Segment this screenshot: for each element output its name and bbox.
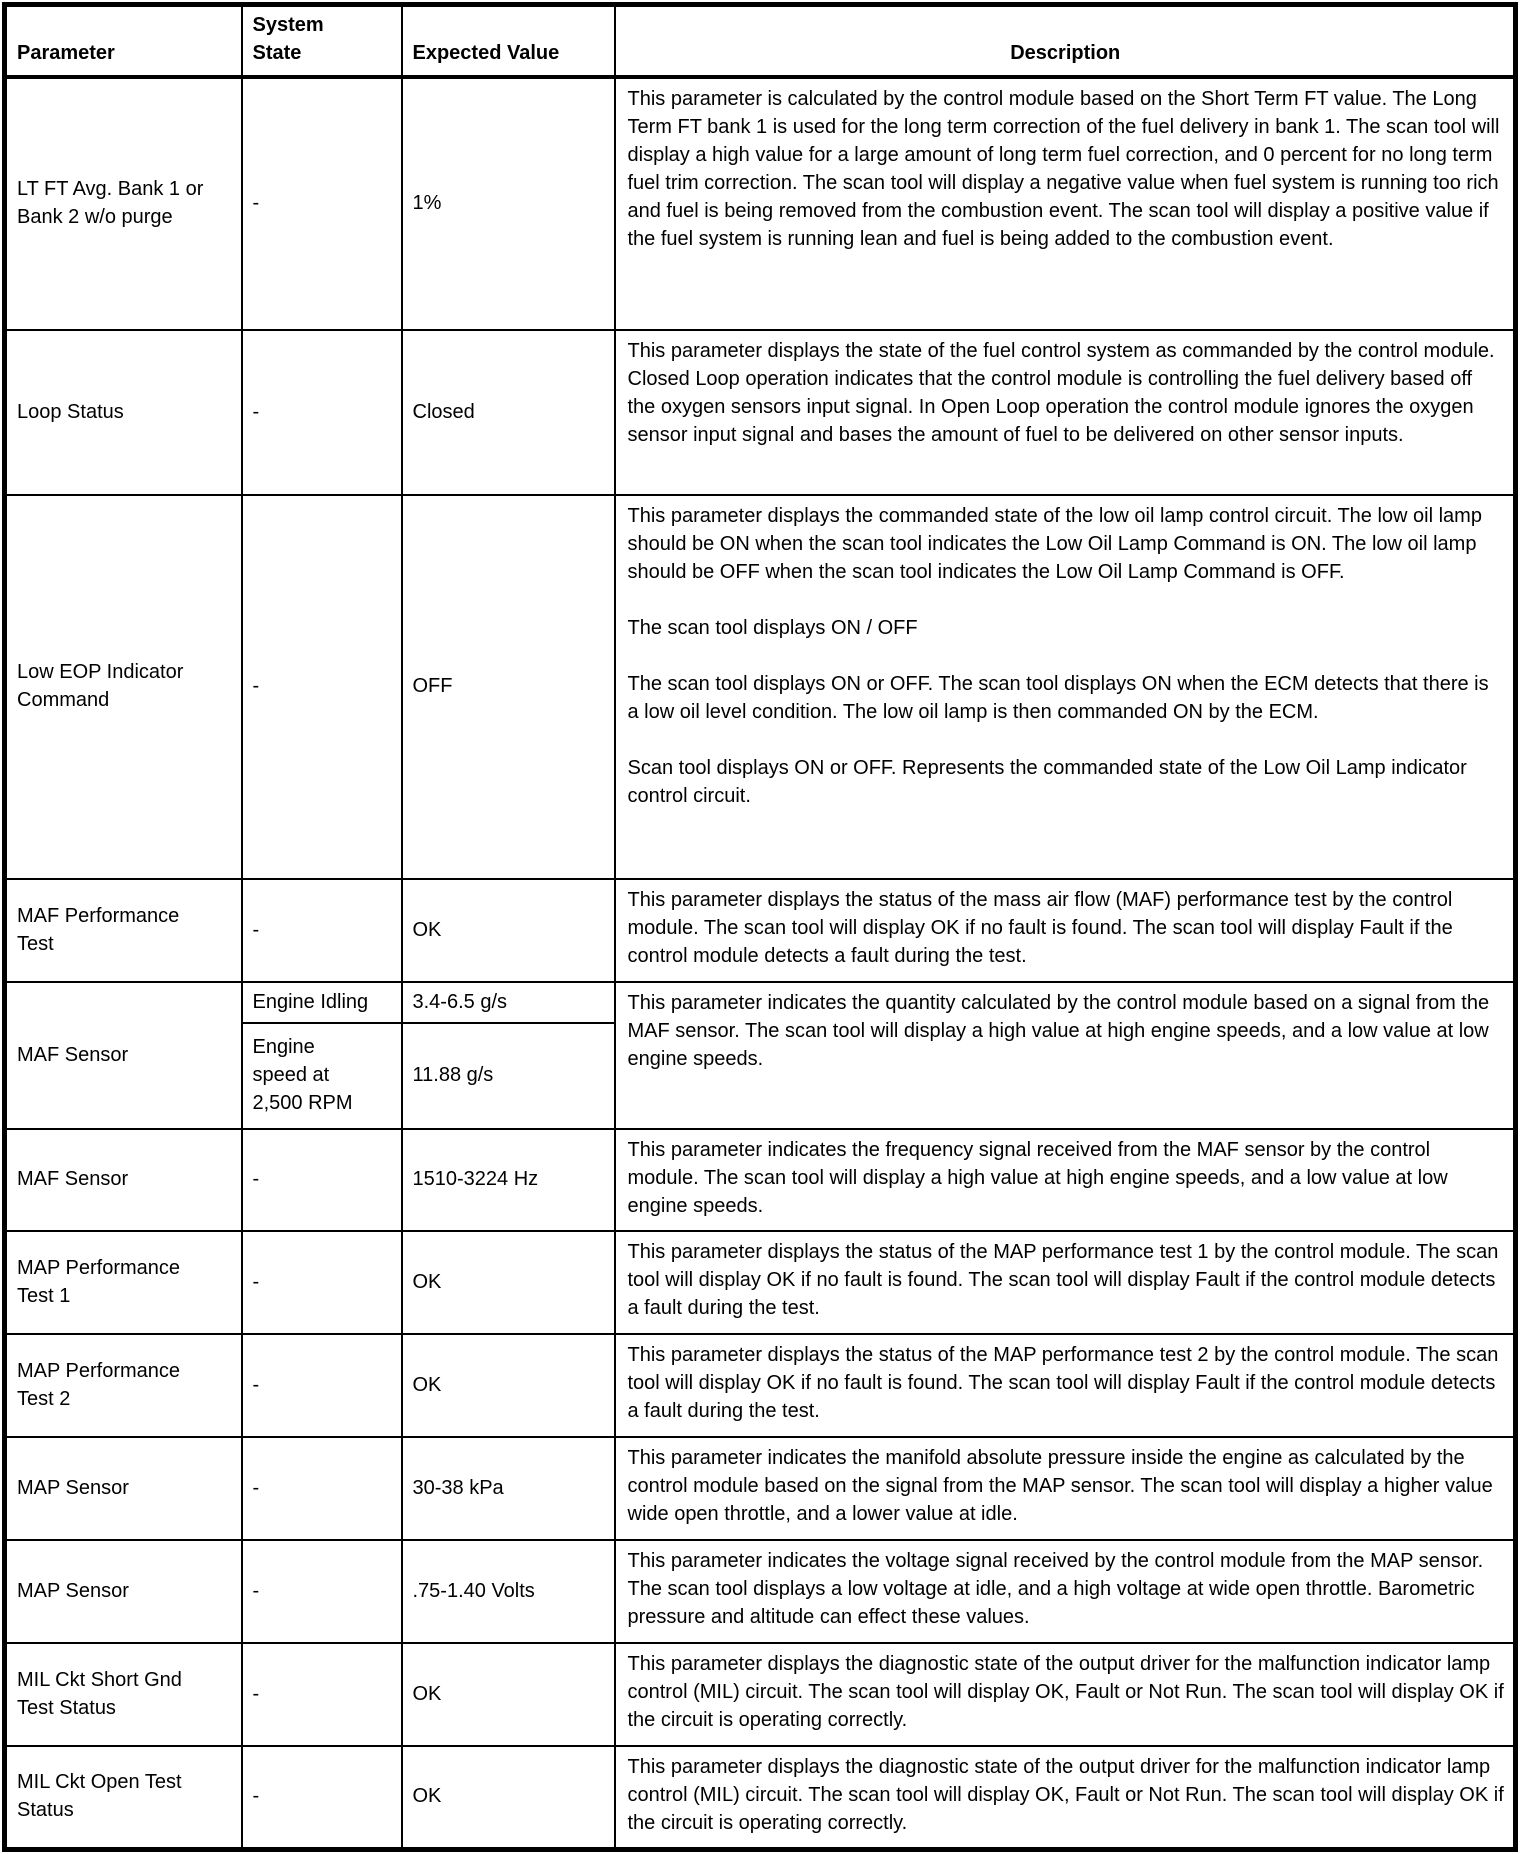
header-description: Description (615, 5, 1516, 78)
description-text: This parameter displays the commanded state of the low oil lamp control circuit. The low oil lamp should be ON when the scan tool indicates the Low Oil Lamp Command is ON. The low oil lamp should be OFF when the scan tool indicates the Low Oil Lamp Command is OFF. (627, 505, 1482, 583)
description-text: The scan tool displays ON / OFF (627, 617, 918, 639)
table-row (5, 77, 1516, 330)
header-parameter: Parameter (5, 5, 242, 78)
description-cell (615, 1643, 1516, 1746)
description-cell (615, 879, 1516, 982)
header-expected-value: Expected Value (402, 5, 615, 78)
parameter-cell: MAF Sensor (5, 1129, 242, 1231)
table-row (5, 1334, 1516, 1437)
table-row (5, 1231, 1516, 1334)
description-text: The scan tool displays ON or OFF. The scan tool displays ON when the ECM detects that there is a low oil level condition. The low oil lamp is then commanded ON by the ECM. (627, 673, 1489, 723)
description-cell (615, 982, 1516, 1129)
table-row (5, 495, 1516, 879)
system-state-cell: Engine Idling (242, 982, 402, 1023)
system-state-cell: Engine speed at 2,500 RPM (242, 1023, 402, 1129)
system-state-cell: - (242, 1129, 402, 1231)
parameter-cell: MAP Performance Test 2 (5, 1334, 242, 1437)
description-text: This parameter displays the state of the fuel control system as commanded by the control module. Closed Loop operation indicates that the control module is controlling the fuel delivery based off the oxygen sensors input signal. In Open Loop operation the control module ignores the oxygen sensor input signal and bases the amount of fuel to be delivered on other sensor inputs. (627, 340, 1495, 446)
expected-value-cell: OK (402, 1231, 615, 1334)
description-text: This parameter indicates the frequency signal received from the MAF sensor by the control module. The scan tool will display a high value at high engine speeds, and a low value at low engine speeds. (627, 1139, 1448, 1217)
parameter-cell: MAP Sensor (5, 1437, 242, 1540)
table-row (5, 1129, 1516, 1231)
expected-value-cell: OK (402, 1746, 615, 1849)
description-cell (615, 77, 1516, 330)
parameter-cell: MIL Ckt Short Gnd Test Status (5, 1643, 242, 1746)
description-cell (615, 330, 1516, 495)
system-state-cell: - (242, 1437, 402, 1540)
description-text: This parameter is calculated by the control module based on the Short Term FT value. The Long Term FT bank 1 is used for the long term correction of the fuel delivery in bank 1. The scan tool will display a high value for a large amount of long term fuel correction, and 0 percent for no long term fuel trim correction. The scan tool will display a negative value when fuel system is running too rich and fuel is being removed from the combustion event. The scan tool will display a positive value if the fuel system is running lean and fuel is being added to the combustion event. (627, 88, 1500, 250)
table-row (5, 982, 1516, 1023)
parameter-cell: LT FT Avg. Bank 1 or Bank 2 w/o purge (5, 77, 242, 330)
description-text: This parameter displays the diagnostic state of the output driver for the malfunction indicator lamp control (MIL) circuit. The scan tool will display OK, Fault or Not Run. The scan tool will display OK if the circuit is operating correctly. (627, 1653, 1504, 1731)
description-cell (615, 1746, 1516, 1849)
description-text: This parameter displays the diagnostic state of the output driver for the malfunction indicator lamp control (MIL) circuit. The scan tool will display OK, Fault or Not Run. The scan tool will display OK if the circuit is operating correctly. (627, 1756, 1504, 1834)
system-state-cell: - (242, 879, 402, 982)
expected-value-cell: Closed (402, 330, 615, 495)
parameter-cell: MAP Performance Test 1 (5, 1231, 242, 1334)
description-cell (615, 1437, 1516, 1540)
description-cell (615, 1334, 1516, 1437)
header-system-state: System State (242, 5, 402, 78)
table-row (5, 1437, 1516, 1540)
system-state-cell: - (242, 1746, 402, 1849)
description-text: This parameter indicates the voltage signal received by the control module from the MAP sensor. The scan tool displays a low voltage at idle, and a high voltage at wide open throttle. Barometric pressure and altitude can effect these values. (627, 1550, 1484, 1628)
expected-value-cell: OK (402, 1643, 615, 1746)
description-text: This parameter displays the status of the MAP performance test 2 by the control module. The scan tool will display OK if no fault is found. The scan tool will display Fault if the control module detects a fault during the test. (627, 1344, 1499, 1422)
description-cell (615, 1129, 1516, 1231)
parameter-cell: MAF Performance Test (5, 879, 242, 982)
parameter-cell: MIL Ckt Open Test Status (5, 1746, 242, 1849)
description-text: This parameter displays the status of the MAP performance test 1 by the control module. The scan tool will display OK if no fault is found. The scan tool will display Fault if the control module detects a fault during the test. (627, 1241, 1499, 1319)
table-row (5, 1746, 1516, 1849)
system-state-cell: - (242, 330, 402, 495)
description-text: This parameter indicates the quantity calculated by the control module based on a signal from the MAF sensor. The scan tool will display a high value at high engine speeds, and a low value at low engine speeds. (627, 992, 1490, 1070)
table-row (5, 879, 1516, 982)
description-text: This parameter displays the status of the mass air flow (MAF) performance test by the control module. The scan tool will display OK if no fault is found. The scan tool will display Fault if the control module detects a fault during the test. (627, 889, 1453, 967)
expected-value-cell: OK (402, 879, 615, 982)
description-text: Scan tool displays ON or OFF. Represents the commanded state of the Low Oil Lamp indicator control circuit. (627, 757, 1467, 807)
description-cell (615, 1540, 1516, 1643)
system-state-cell: - (242, 495, 402, 879)
table-row (5, 1643, 1516, 1746)
system-state-cell: - (242, 1231, 402, 1334)
system-state-cell: - (242, 77, 402, 330)
parameter-cell: Loop Status (5, 330, 242, 495)
expected-value-cell: OFF (402, 495, 615, 879)
parameter-cell: MAP Sensor (5, 1540, 242, 1643)
description-cell (615, 495, 1516, 879)
parameter-cell: Low EOP Indicator Command (5, 495, 242, 879)
scan-tool-parameter-table (2, 2, 1518, 1852)
header-row (5, 5, 1516, 78)
expected-value-cell: OK (402, 1334, 615, 1437)
expected-value-cell: 1510-3224 Hz (402, 1129, 615, 1231)
system-state-cell: - (242, 1540, 402, 1643)
expected-value-cell: .75-1.40 Volts (402, 1540, 615, 1643)
description-cell (615, 1231, 1516, 1334)
system-state-cell: - (242, 1334, 402, 1437)
expected-value-cell: 1% (402, 77, 615, 330)
expected-value-cell: 11.88 g/s (402, 1023, 615, 1129)
expected-value-cell: 30-38 kPa (402, 1437, 615, 1540)
table-row (5, 1540, 1516, 1643)
system-state-cell: - (242, 1643, 402, 1746)
table-row (5, 330, 1516, 495)
description-text: This parameter indicates the manifold absolute pressure inside the engine as calculated by the control module based on the signal from the MAP sensor. The scan tool will display a higher value wide open throttle, and a lower value at idle. (627, 1447, 1493, 1525)
expected-value-cell: 3.4-6.5 g/s (402, 982, 615, 1023)
parameter-cell: MAF Sensor (5, 982, 242, 1129)
